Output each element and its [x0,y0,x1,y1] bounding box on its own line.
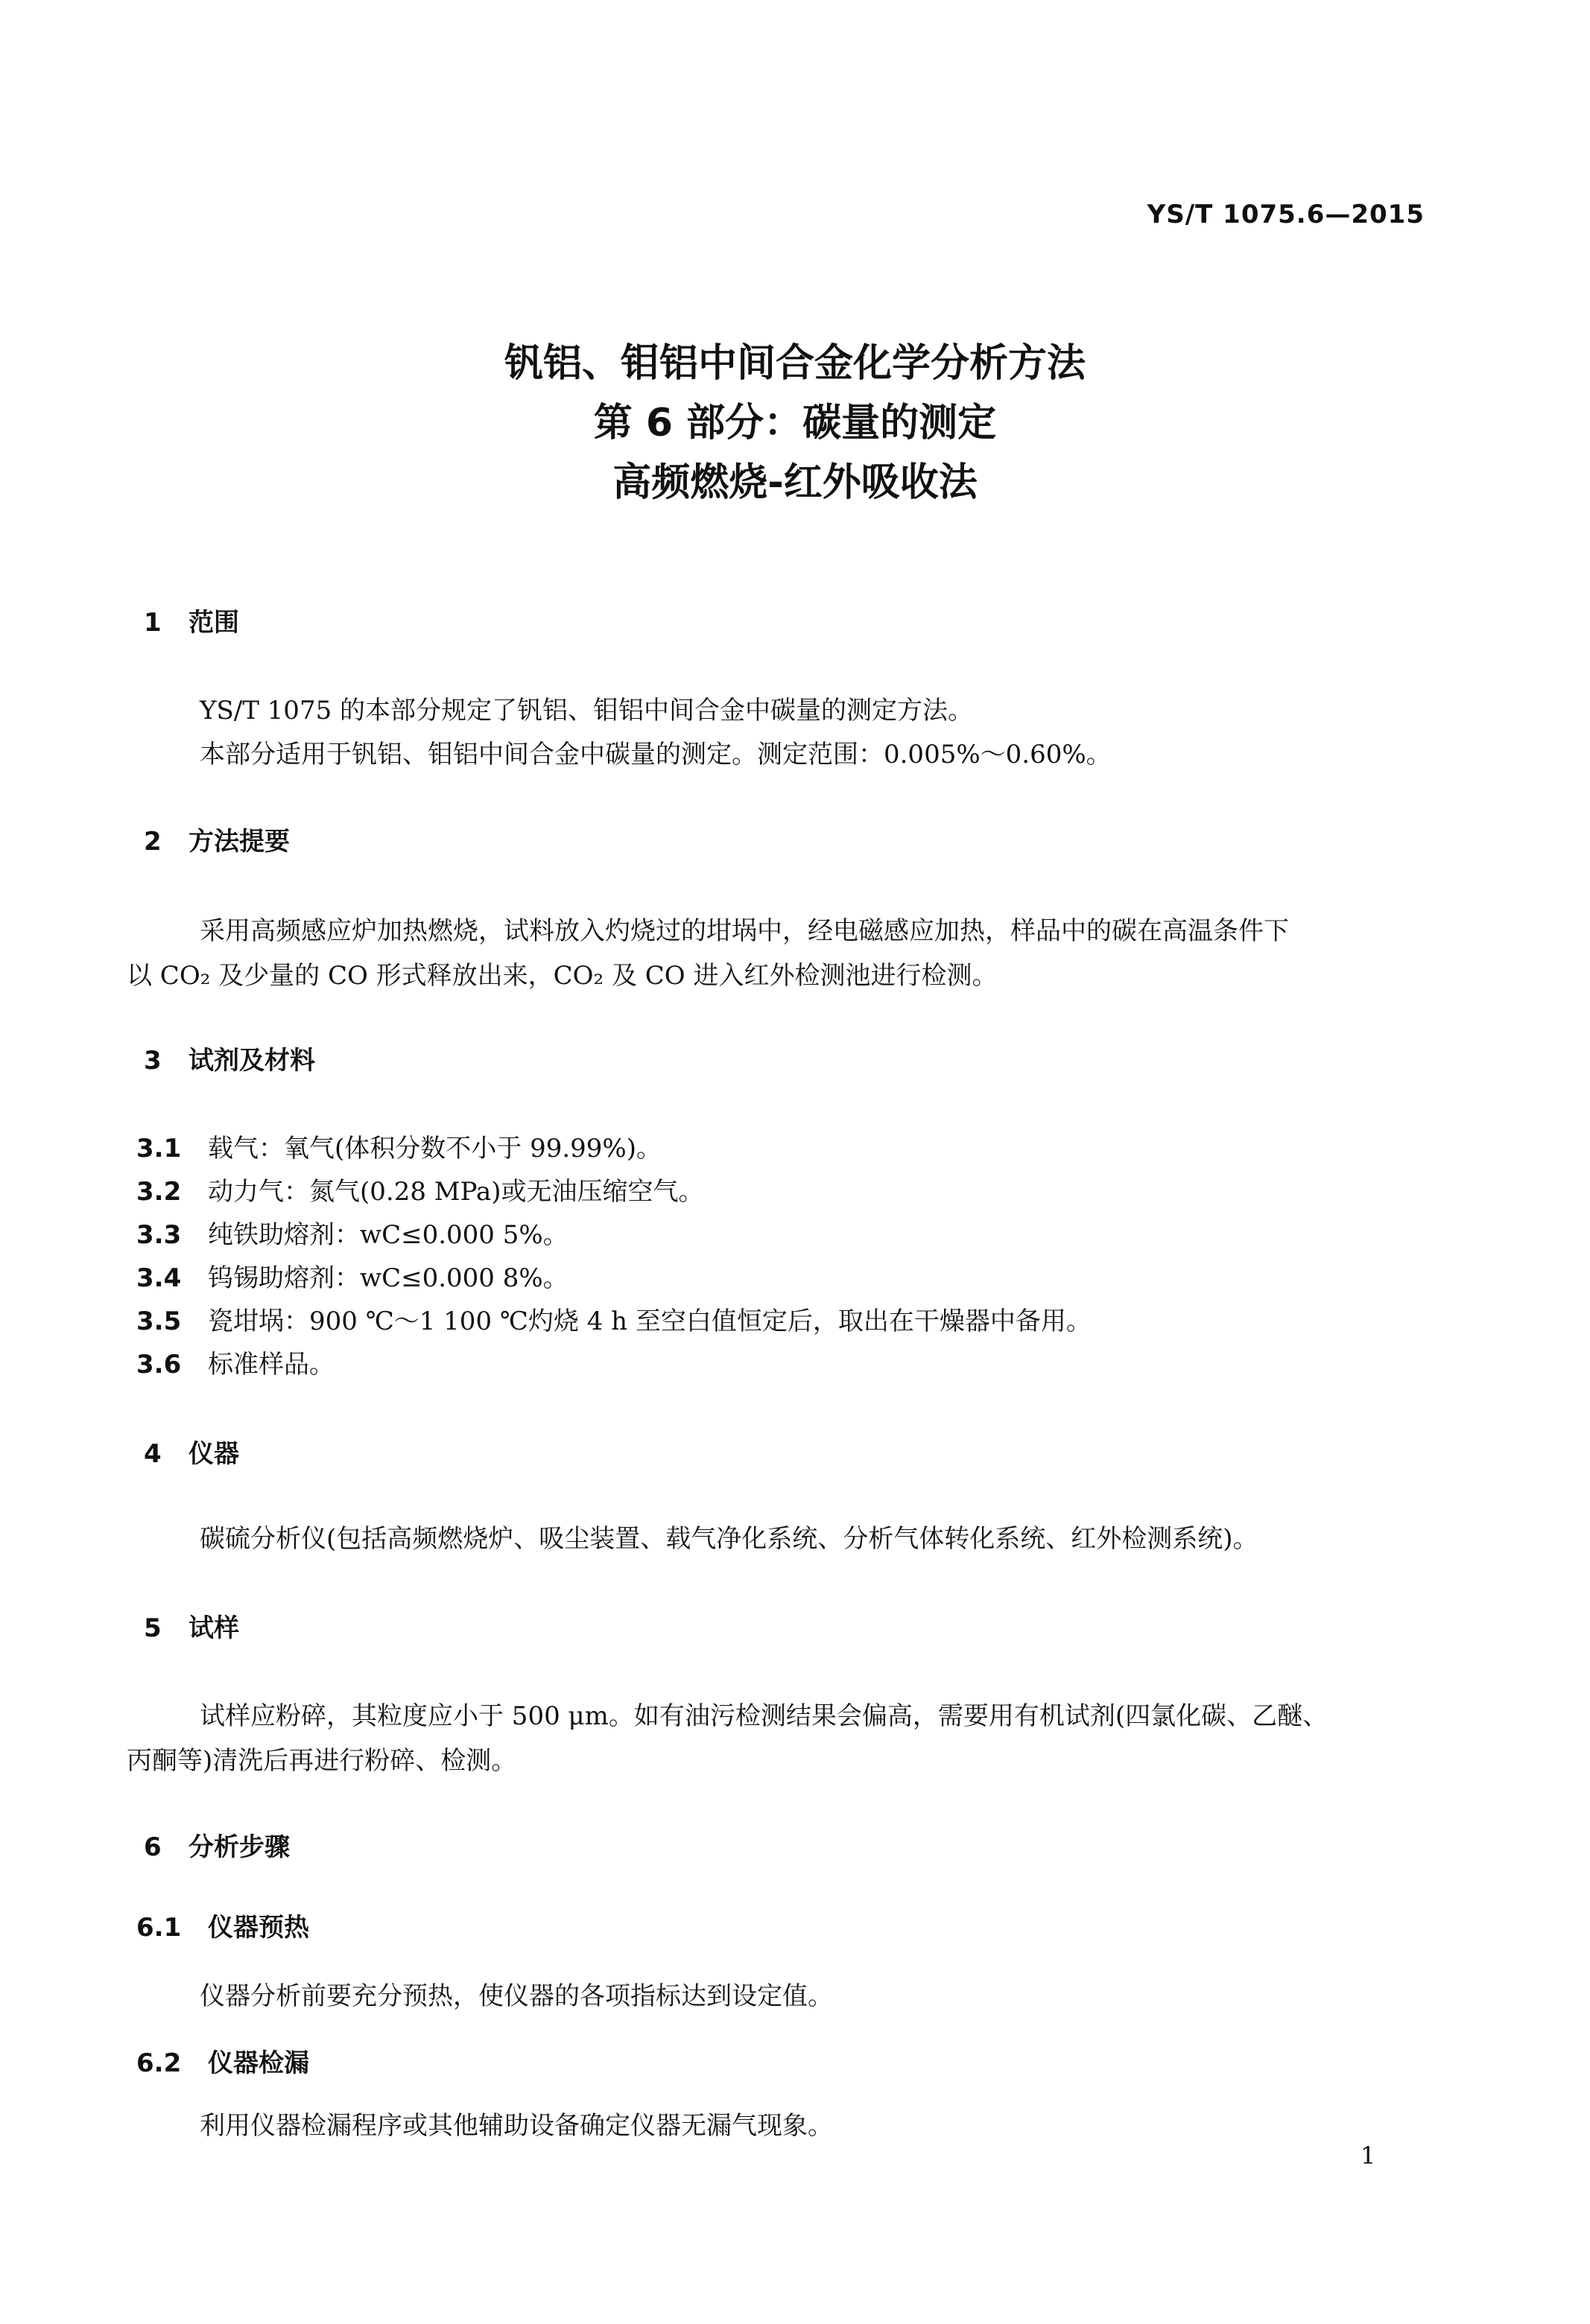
subsection-6-2-heading [136,2042,309,2079]
subsection-number: 6.1 [136,1913,182,1943]
paragraph: 采用高频感应炉加热燃烧，试料放入灼烧过的坩埚中，经电磁感应加热，样品中的碳在高温条件下 [200,916,1289,946]
section-number: 2 [144,827,162,857]
section-number: 1 [144,608,162,638]
list-item [136,1344,335,1380]
title-line-2: 第 6 部分：碳量的测定 [593,401,997,445]
item-text: 瓷坩埚：900 ℃～1 100 ℃灼烧 4 h 至空白值恒定后，取出在干燥器中备用。 [208,1307,1092,1336]
section-title: 仪器 [189,1439,239,1469]
paragraph: 丙酮等)清洗后再进行粉碎、检测。 [127,1746,517,1776]
list-item [136,1257,568,1294]
list-item [136,1301,1092,1337]
section-2-heading [144,821,290,857]
item-number: 3.5 [136,1307,182,1336]
item-text: 纯铁助熔剂：wC≤0.000 5%。 [208,1220,568,1250]
item-number: 3.6 [136,1350,182,1380]
subsection-title: 仪器预热 [208,1913,309,1943]
list-item [136,1214,568,1251]
section-1-heading [144,602,239,638]
section-6-heading [144,1826,290,1863]
paragraph: 利用仪器检漏程序或其他辅助设备确定仪器无漏气现象。 [200,2111,833,2141]
subsection-number: 6.2 [136,2048,182,2078]
item-number: 3.1 [136,1134,182,1163]
section-number: 3 [144,1046,162,1076]
page-number: 1 [1361,2142,1376,2170]
paragraph: YS/T 1075 的本部分规定了钒铝、钼铝中间合金中碳量的测定方法。 [200,696,974,726]
section-title: 范围 [189,608,239,638]
paragraph: 本部分适用于钒铝、钼铝中间合金中碳量的测定。测定范围：0.005%～0.60%。 [200,740,1112,769]
paragraph: 仪器分析前要充分预热，使仪器的各项指标达到设定值。 [200,1981,833,2011]
item-number: 3.2 [136,1177,182,1207]
document-code: YS/T 1075.6—2015 [1147,200,1425,229]
list-item [136,1171,703,1207]
item-text: 标准样品。 [208,1350,335,1380]
title-line-1: 钒铝、钼铝中间合金化学分析方法 [504,341,1086,386]
section-5-heading [144,1607,239,1644]
section-number: 6 [144,1832,162,1862]
section-title: 试剂及材料 [189,1046,315,1076]
section-title: 试样 [189,1613,239,1643]
list-item [136,1128,662,1164]
paragraph: 试样应粉碎，其粒度应小于 500 μm。如有油污检测结果会偏高，需要用有机试剂(四氯化碳、乙醚、 [200,1701,1328,1731]
title-line-3: 高频燃烧-红外吸收法 [612,460,978,505]
subsection-title: 仪器检漏 [208,2048,309,2078]
section-3-heading [144,1040,315,1076]
item-number: 3.3 [136,1220,182,1250]
section-number: 5 [144,1613,162,1643]
section-4-heading [144,1433,239,1470]
section-number: 4 [144,1439,162,1469]
paragraph: 以 CO₂ 及少量的 CO 形式释放出来，CO₂ 及 CO 进入红外检测池进行检测。 [127,961,998,991]
section-title: 分析步骤 [189,1832,290,1862]
item-text: 载气：氧气(体积分数不小于 99.99%)。 [208,1134,662,1163]
paragraph: 碳硫分析仪(包括高频燃烧炉、吸尘装置、载气净化系统、分析气体转化系统、红外检测系统)。 [200,1524,1258,1554]
item-text: 钨锡助熔剂：wC≤0.000 8%。 [208,1263,568,1293]
item-text: 动力气：氮气(0.28 MPa)或无油压缩空气。 [208,1177,704,1207]
item-number: 3.4 [136,1263,182,1293]
subsection-6-1-heading [136,1907,309,1943]
section-title: 方法提要 [189,827,290,857]
document-title [0,334,1590,512]
